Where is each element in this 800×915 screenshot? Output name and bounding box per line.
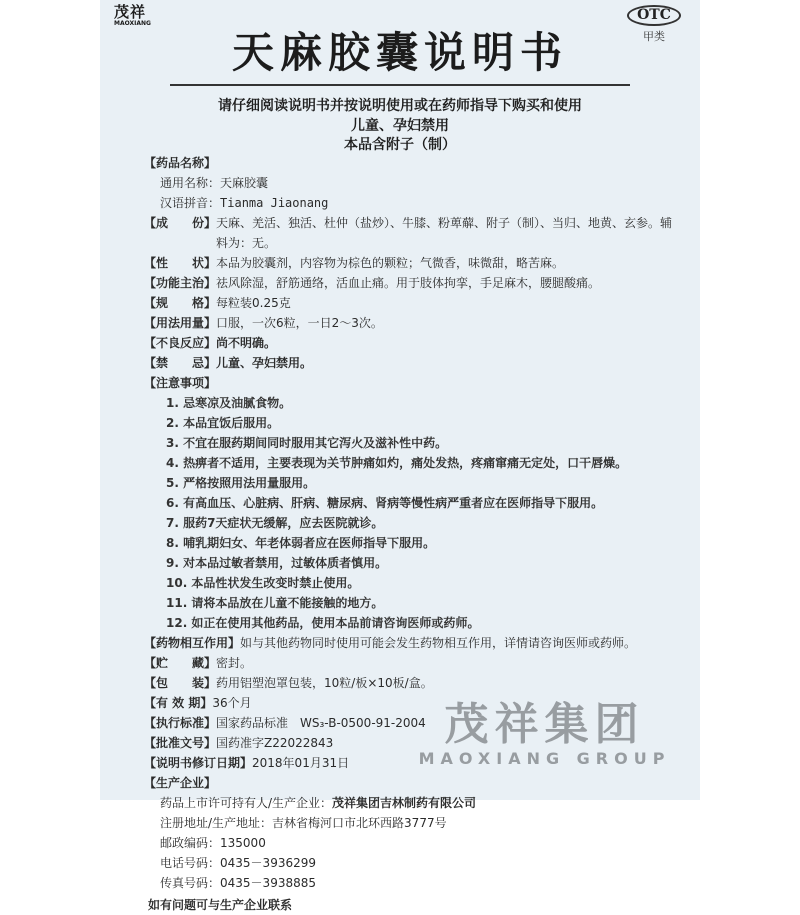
note-item: 7. 服药7天症状无缓解，应去医院就诊。 (166, 516, 384, 530)
postcode-label: 邮政编码： (160, 836, 221, 850)
usage-value: 口服，一次6粒，一日2～3次。 (216, 316, 383, 330)
storage-value: 密封。 (216, 656, 253, 670)
address-value: 吉林省梅河口市北环西路3777号 (272, 816, 447, 830)
note-item: 6. 有高血压、心脏病、肝病、糖尿病、肾病等慢性病严重者应在医师指导下服用。 (166, 496, 604, 510)
otc-label: OTC (627, 5, 681, 26)
note-item: 5. 严格按照用法用量服用。 (166, 476, 316, 490)
brand-logo-sub: MAOXIANG (114, 20, 151, 27)
page-title: 天麻胶囊说明书 (231, 28, 568, 77)
storage-row (144, 653, 684, 673)
character-value: 本品为胶囊剂，内容物为棕色的颗粒；气微香，味微甜，略苦麻。 (216, 256, 565, 270)
warning-line-2: 儿童、孕妇禁用 (351, 118, 449, 134)
note-item: 2. 本品宜饭后服用。 (166, 416, 280, 430)
validity-label: 【有 效 期】 (144, 696, 213, 710)
warning-line-1: 请仔细阅读说明书并按说明使用或在药师指导下购买和使用 (218, 98, 582, 114)
leaflet-page (100, 0, 700, 912)
manufacturer-heading: 【生产企业】 (144, 776, 217, 790)
generic-name-label: 通用名称： (160, 176, 221, 190)
pinyin-label: 汉语拼音： (160, 196, 221, 210)
title-divider (170, 84, 630, 86)
revision-value: 2018年01月31日 (252, 756, 350, 770)
contra-label: 【禁 忌】 (144, 356, 217, 370)
approval-value: 国药准字Z22022843 (216, 736, 334, 750)
revision-label: 【说明书修订日期】 (144, 756, 253, 770)
spec-row (144, 293, 684, 313)
brand-watermark (402, 700, 687, 780)
spec-value: 每粒装0.25克 (216, 296, 291, 310)
usage-row (144, 313, 684, 333)
address-row (144, 813, 684, 833)
postcode-value: 135000 (220, 836, 266, 850)
pinyin-row (144, 193, 684, 213)
adverse-label: 【不良反应】 (144, 336, 217, 350)
holder-label: 药品上市许可持有人/生产企业： (160, 796, 333, 810)
note-item: 12. 如正在使用其他药品，使用本品前请咨询医师或药师。 (166, 616, 480, 630)
standard-value: 国家药品标准 WS₃-B-0500-91-2004 (216, 716, 426, 730)
drug-name-heading: 【药品名称】 (144, 156, 217, 170)
watermark-cn: 茂祥集团 (444, 699, 645, 750)
adverse-row (144, 333, 684, 353)
notes-heading: 【注意事项】 (144, 376, 217, 390)
note-item: 11. 请将本品放在儿童不能接触的地方。 (166, 596, 384, 610)
character-label: 【性 状】 (144, 256, 217, 270)
note-item: 9. 对本品过敏者禁用，过敏体质者慎用。 (166, 556, 388, 570)
contra-row (144, 353, 684, 373)
note-item: 8. 哺乳期妇女、年老体弱者应在医师指导下服用。 (166, 536, 436, 550)
ingredients-row (144, 213, 684, 253)
holder-row (144, 793, 684, 813)
fax-label: 传真号码： (160, 876, 221, 890)
watermark-en: MAOXIANG GROUP (418, 749, 671, 768)
pinyin-value: Tianma Jiaonang (220, 196, 329, 210)
fax-value: 0435－3938885 (220, 876, 316, 890)
note-item: 1. 忌寒凉及油腻食物。 (166, 396, 292, 410)
contra-value: 儿童、孕妇禁用。 (216, 356, 313, 370)
generic-name-row (144, 173, 684, 193)
usage-label: 【用法用量】 (144, 316, 217, 330)
adverse-value: 尚不明确。 (216, 336, 277, 350)
fax-row (144, 873, 684, 893)
standard-label: 【执行标准】 (144, 716, 217, 730)
holder-value: 茂祥集团吉林制药有限公司 (332, 796, 477, 810)
approval-label: 【批准文号】 (144, 736, 217, 750)
function-row (144, 273, 684, 293)
contact-note: 如有问题可与生产企业联系 (148, 898, 293, 912)
phone-row (144, 853, 684, 873)
warning-line-3: 本品含附子（制） (344, 137, 456, 153)
character-row (144, 253, 684, 273)
storage-label: 【贮 藏】 (144, 656, 217, 670)
interaction-value: 如与其他药物同时使用可能会发生药物相互作用，详情请咨询医师或药师。 (240, 636, 637, 650)
leaflet-fields (144, 153, 684, 915)
phone-value: 0435－3936299 (220, 856, 316, 870)
package-row (144, 673, 684, 693)
note-item: 3. 不宜在服药期间同时服用其它泻火及滋补性中药。 (166, 436, 448, 450)
note-item: 10. 本品性状发生改变时禁止使用。 (166, 576, 360, 590)
spec-label: 【规 格】 (144, 296, 217, 310)
interaction-label: 【药物相互作用】 (144, 636, 241, 650)
postcode-row (144, 833, 684, 853)
note-item: 4. 热痹者不适用，主要表现为关节肿痛如灼，痛处发热，疼痛窜痛无定处，口干唇燥。 (166, 456, 628, 470)
ingredients-value: 天麻、羌活、独活、杜仲（盐炒）、牛膝、粉萆薢、附子（制）、当归、地黄、玄参。辅料为：无。 (216, 216, 673, 250)
brand-logo-glyph: 茂祥 (114, 3, 147, 21)
function-value: 祛风除湿，舒筋通络，活血止痛。用于肢体拘挛，手足麻木，腰腿酸痛。 (216, 276, 601, 290)
ingredients-label: 【成 份】 (144, 216, 217, 230)
validity-value: 36个月 (212, 696, 252, 710)
address-label: 注册地址/生产地址： (160, 816, 273, 830)
generic-name-value: 天麻胶囊 (220, 176, 269, 190)
phone-label: 电话号码： (160, 856, 221, 870)
package-label: 【包 装】 (144, 676, 217, 690)
interaction-row (144, 633, 684, 653)
otc-class: 甲类 (643, 30, 665, 43)
function-label: 【功能主治】 (144, 276, 217, 290)
package-value: 药用铝塑泡罩包装，10粒/板×10板/盒。 (216, 676, 433, 690)
